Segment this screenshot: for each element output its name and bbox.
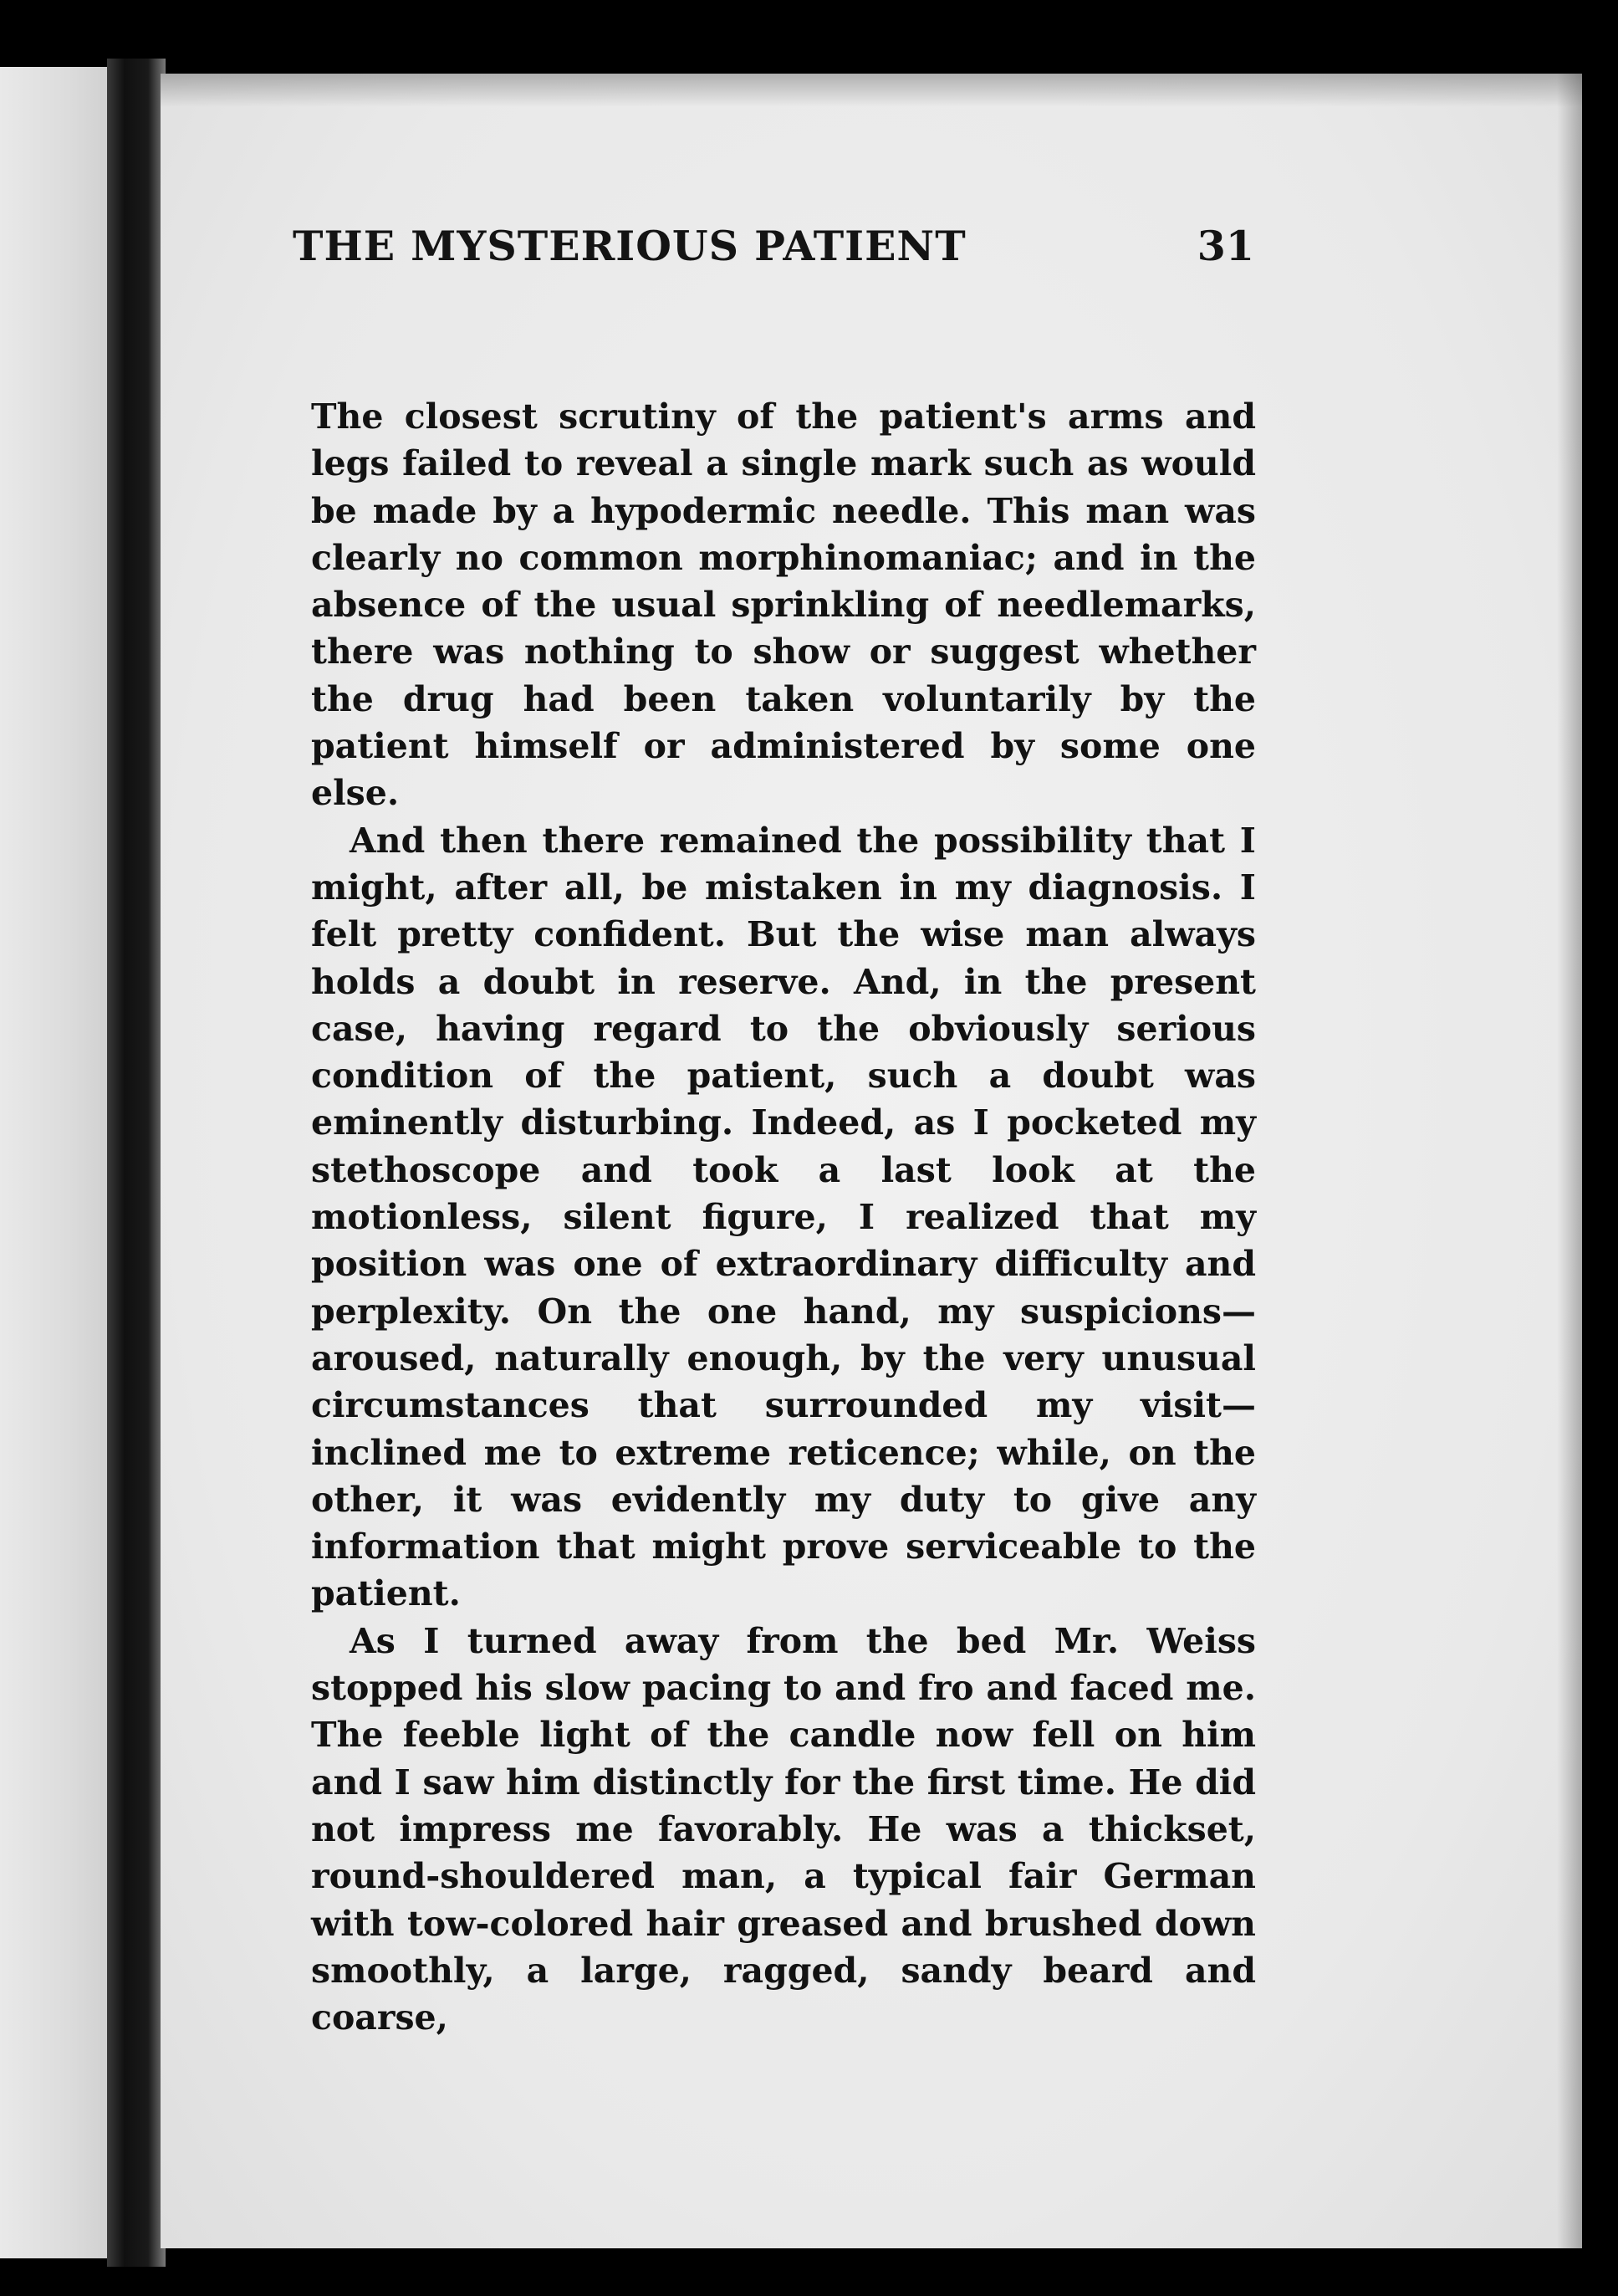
previous-page-edge	[0, 67, 113, 2258]
paragraph-3: As I turned away from the bed Mr. Weiss stopped his slow pacing to and fro and faced me. The feeble light of the candle now fell on him and I saw him distinctly for the first time. He did not impress me favorably. He was a thickset, round-shouldered man, a typical fair German with tow-colored hair greased and brushed down smoothly, a large, ragged, sandy beard and coarse,	[311, 1620, 1256, 2038]
page-header	[293, 222, 1254, 289]
running-title: THE MYSTERIOUS PATIENT	[293, 222, 967, 270]
paragraph-2: And then there remained the possibility that I might, after all, be mistaken in my diagnosis. I felt pretty confident. But the wise man always holds a doubt in reserve. And, in the present case, having regard to the obviously serious condition of the patient, such a doubt was eminently disturbing. Indeed, as I pocketed my stethoscope and took a last look at the motionless, silent figure, I realized that my position was one of extraordinary difficulty and perplexity. On the one hand, my suspicions—aroused, naturally enough, by the very unusual circumstances that surrounded my visit—inclined me to extreme reticence; while, on the other, it was evidently my duty to give any information that might prove serviceable to the patient.	[311, 820, 1256, 1614]
book-binding-gutter	[107, 59, 166, 2267]
body-text	[311, 393, 1256, 2041]
paragraph-1: The closest scrutiny of the patient's arms and legs failed to reveal a single mark such as would be made by a hypodermic needle. This man was clearly no common morphinomaniac; and in the absence of the usual sprinkling of needlemarks, there was nothing to show or suggest whether the drug had been taken voluntarily by the patient himself or administered by some one else.	[311, 396, 1256, 814]
page-number: 31	[1197, 222, 1254, 270]
page-right-shadow	[1557, 74, 1582, 2248]
page-top-shadow	[161, 74, 1582, 107]
